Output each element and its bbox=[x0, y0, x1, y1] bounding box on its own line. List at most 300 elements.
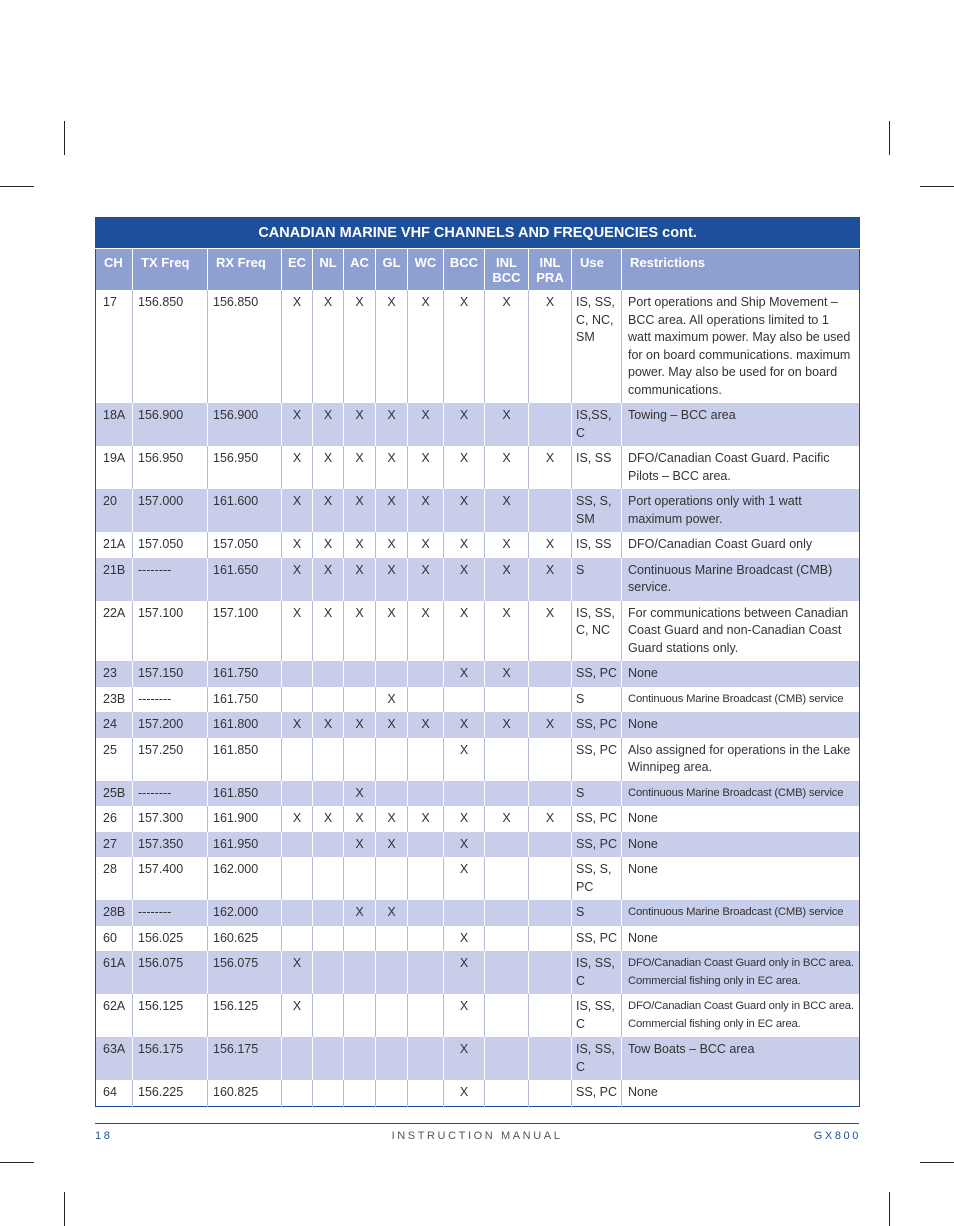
ac-cell bbox=[344, 1037, 376, 1080]
gl-cell: X bbox=[376, 712, 408, 738]
crop-mark bbox=[920, 1162, 954, 1163]
restrictions-cell: Port operations and Ship Movement – BCC area. All operations limited to 1 watt maximum power. May also be used for on board communications. maximum power. May also be used for on board communications. bbox=[622, 290, 860, 403]
tx-freq-cell: 157.400 bbox=[133, 857, 208, 900]
inl-pra-cell bbox=[529, 994, 572, 1037]
wc-cell bbox=[408, 857, 444, 900]
rx-freq-cell: 161.650 bbox=[208, 558, 282, 601]
channel-cell: 64 bbox=[103, 1085, 117, 1099]
restrictions-cell: Port operations only with 1 watt maximum power. bbox=[622, 489, 860, 532]
gl-cell bbox=[376, 1080, 408, 1106]
nl-cell bbox=[313, 738, 344, 781]
bcc-cell: X bbox=[444, 806, 485, 832]
wc-cell: X bbox=[408, 290, 444, 403]
restrictions-cell: Tow Boats – BCC area bbox=[622, 1037, 860, 1080]
use-cell: S bbox=[572, 687, 622, 713]
col-header-gl: GL bbox=[376, 249, 408, 291]
restrictions-cell: None bbox=[622, 1080, 860, 1106]
ec-cell: X bbox=[282, 403, 313, 446]
rx-freq-cell: 160.625 bbox=[208, 926, 282, 952]
tx-freq-cell: 156.075 bbox=[133, 951, 208, 994]
inl-bcc-cell bbox=[485, 738, 529, 781]
ec-cell bbox=[282, 661, 313, 687]
channel-table-wrapper bbox=[95, 217, 859, 1107]
tx-freq-cell: 157.050 bbox=[133, 532, 208, 558]
tx-freq-cell: 156.175 bbox=[133, 1037, 208, 1080]
restrictions-cell: None bbox=[622, 926, 860, 952]
tx-freq-cell: 156.025 bbox=[133, 926, 208, 952]
rx-freq-cell: 156.950 bbox=[208, 446, 282, 489]
bcc-cell: X bbox=[444, 1080, 485, 1106]
nl-cell: X bbox=[313, 290, 344, 403]
rx-freq-cell: 156.125 bbox=[208, 994, 282, 1037]
rx-freq-cell: 161.600 bbox=[208, 489, 282, 532]
tx-freq-cell: 157.150 bbox=[133, 661, 208, 687]
use-cell: SS, PC bbox=[572, 806, 622, 832]
manual-label: INSTRUCTION MANUAL bbox=[391, 1130, 563, 1142]
channel-cell: 23 bbox=[96, 661, 133, 687]
inl-pra-cell bbox=[529, 738, 572, 781]
table-row bbox=[96, 489, 860, 532]
inl-pra-cell bbox=[529, 951, 572, 994]
col-header-ch: CH bbox=[96, 249, 133, 291]
inl-bcc-cell bbox=[485, 900, 529, 926]
gl-cell: X bbox=[376, 489, 408, 532]
restrictions-cell: Continuous Marine Broadcast (CMB) service bbox=[622, 900, 860, 926]
table-row bbox=[96, 806, 860, 832]
inl-bcc-cell: X bbox=[485, 290, 529, 403]
inl-bcc-cell bbox=[485, 687, 529, 713]
inl-bcc-cell: X bbox=[485, 661, 529, 687]
rx-freq-cell: 157.100 bbox=[208, 601, 282, 662]
rx-freq-cell: 161.800 bbox=[208, 712, 282, 738]
inl-pra-cell bbox=[529, 926, 572, 952]
table-row bbox=[96, 857, 860, 900]
restrictions-cell: None bbox=[622, 832, 860, 858]
use-cell: IS,SS, C bbox=[572, 403, 622, 446]
inl-pra-cell bbox=[529, 687, 572, 713]
use-cell: SS, PC bbox=[572, 926, 622, 952]
col-header-nl: NL bbox=[313, 249, 344, 291]
ec-cell: X bbox=[282, 712, 313, 738]
crop-mark bbox=[0, 186, 34, 187]
wc-cell: X bbox=[408, 806, 444, 832]
inl-pra-cell: X bbox=[529, 806, 572, 832]
bcc-cell: X bbox=[444, 951, 485, 994]
wc-cell bbox=[408, 900, 444, 926]
channel-cell: 22A bbox=[103, 605, 126, 620]
ac-cell: X bbox=[344, 532, 376, 558]
ec-cell: X bbox=[282, 290, 313, 403]
inl-pra-cell bbox=[529, 900, 572, 926]
restrictions-cell: None bbox=[622, 712, 860, 738]
inl-pra-cell: X bbox=[529, 558, 572, 601]
tx-freq-cell: 156.900 bbox=[133, 403, 208, 446]
channel-cell: 19A bbox=[103, 451, 126, 465]
ec-cell bbox=[282, 687, 313, 713]
gl-cell bbox=[376, 951, 408, 994]
rx-freq-cell: 161.900 bbox=[208, 806, 282, 832]
table-row bbox=[96, 1037, 860, 1080]
tx-freq-cell: 157.350 bbox=[133, 832, 208, 858]
wc-cell bbox=[408, 1080, 444, 1106]
bcc-cell: X bbox=[444, 290, 485, 403]
gl-cell bbox=[376, 926, 408, 952]
rx-freq-cell: 156.175 bbox=[208, 1037, 282, 1080]
ac-cell: X bbox=[344, 446, 376, 489]
inl-pra-cell bbox=[529, 661, 572, 687]
channel-cell: 25 bbox=[103, 742, 117, 757]
tx-freq-cell: -------- bbox=[133, 781, 208, 807]
bcc-cell bbox=[444, 687, 485, 713]
gl-cell: X bbox=[376, 601, 408, 662]
channel-frequency-table bbox=[95, 217, 860, 1107]
bcc-cell bbox=[444, 781, 485, 807]
tx-freq-cell: -------- bbox=[133, 558, 208, 601]
nl-cell bbox=[313, 781, 344, 807]
restrictions-cell: DFO/Canadian Coast Guard only in BCC area. Commercial fishing only in EC area. bbox=[622, 951, 860, 994]
inl-bcc-cell: X bbox=[485, 532, 529, 558]
bcc-cell: X bbox=[444, 558, 485, 601]
header-row bbox=[96, 249, 860, 291]
nl-cell bbox=[313, 687, 344, 713]
tx-freq-cell: 157.300 bbox=[133, 806, 208, 832]
table-row bbox=[96, 738, 860, 781]
channel-cell: 61A bbox=[96, 951, 133, 994]
nl-cell: X bbox=[313, 489, 344, 532]
rx-freq-cell: 162.000 bbox=[208, 857, 282, 900]
use-cell: S bbox=[572, 900, 622, 926]
ec-cell: X bbox=[282, 446, 313, 489]
table-row bbox=[96, 532, 860, 558]
ec-cell: X bbox=[282, 489, 313, 532]
bcc-cell: X bbox=[444, 489, 485, 532]
inl-pra-cell: X bbox=[529, 532, 572, 558]
gl-cell bbox=[376, 781, 408, 807]
use-cell: SS, PC bbox=[572, 1080, 622, 1106]
gl-cell bbox=[376, 661, 408, 687]
use-cell: SS, S, PC bbox=[572, 857, 622, 900]
restrictions-cell: Continuous Marine Broadcast (CMB) service bbox=[622, 781, 860, 807]
channel-cell: 25B bbox=[96, 781, 133, 807]
table-row bbox=[96, 1080, 860, 1106]
crop-mark bbox=[0, 1162, 34, 1163]
inl-pra-cell: X bbox=[529, 290, 572, 403]
ac-cell bbox=[344, 687, 376, 713]
wc-cell bbox=[408, 687, 444, 713]
ac-cell: X bbox=[344, 712, 376, 738]
col-header-inl-pra bbox=[529, 249, 572, 291]
nl-cell bbox=[313, 926, 344, 952]
ec-cell: X bbox=[282, 806, 313, 832]
inl-pra-cell bbox=[529, 832, 572, 858]
table-row bbox=[96, 661, 860, 687]
tx-freq-cell: 156.950 bbox=[133, 446, 208, 489]
nl-cell bbox=[313, 661, 344, 687]
col-header-inl-bcc-line2: BCC bbox=[492, 270, 521, 285]
use-cell: IS, SS, C, NC, SM bbox=[572, 290, 622, 403]
gl-cell: X bbox=[376, 403, 408, 446]
channel-cell: 63A bbox=[96, 1037, 133, 1080]
restrictions-cell: Also assigned for operations in the Lake Winnipeg area. bbox=[622, 738, 860, 781]
inl-bcc-cell: X bbox=[485, 489, 529, 532]
ac-cell: X bbox=[344, 601, 376, 662]
inl-bcc-cell: X bbox=[485, 601, 529, 662]
wc-cell bbox=[408, 1037, 444, 1080]
nl-cell: X bbox=[313, 446, 344, 489]
crop-mark bbox=[889, 121, 890, 155]
ac-cell bbox=[344, 994, 376, 1037]
col-header-use: Use bbox=[572, 249, 622, 291]
tx-freq-cell: 157.200 bbox=[133, 712, 208, 738]
wc-cell bbox=[408, 781, 444, 807]
inl-pra-cell: X bbox=[529, 446, 572, 489]
nl-cell: X bbox=[313, 601, 344, 662]
inl-bcc-cell: X bbox=[485, 446, 529, 489]
tx-freq-cell: -------- bbox=[133, 687, 208, 713]
inl-bcc-cell bbox=[485, 781, 529, 807]
inl-pra-cell bbox=[529, 857, 572, 900]
use-cell: SS, PC bbox=[572, 738, 622, 781]
gl-cell bbox=[376, 994, 408, 1037]
wc-cell bbox=[408, 738, 444, 781]
inl-bcc-cell bbox=[485, 832, 529, 858]
bcc-cell: X bbox=[444, 601, 485, 662]
rx-freq-cell: 160.825 bbox=[208, 1080, 282, 1106]
channel-cell: 24 bbox=[96, 712, 133, 738]
use-cell: SS, S, SM bbox=[572, 489, 622, 532]
restrictions-cell: Continuous Marine Broadcast (CMB) service bbox=[622, 687, 860, 713]
gl-cell: X bbox=[376, 687, 408, 713]
ec-cell: X bbox=[282, 532, 313, 558]
gl-cell: X bbox=[376, 558, 408, 601]
channel-cell: 21A bbox=[103, 537, 126, 551]
use-cell: IS, SS bbox=[572, 446, 622, 489]
tx-freq-cell: 156.225 bbox=[133, 1080, 208, 1106]
nl-cell: X bbox=[313, 403, 344, 446]
inl-pra-cell bbox=[529, 403, 572, 446]
bcc-cell: X bbox=[444, 994, 485, 1037]
rx-freq-cell: 156.850 bbox=[208, 290, 282, 403]
table-row bbox=[96, 687, 860, 713]
inl-pra-cell bbox=[529, 1080, 572, 1106]
table-row bbox=[96, 601, 860, 662]
table-title: CANADIAN MARINE VHF CHANNELS AND FREQUENCIES cont. bbox=[96, 218, 860, 249]
restrictions-cell: DFO/Canadian Coast Guard only bbox=[622, 532, 860, 558]
restrictions-cell: None bbox=[622, 806, 860, 832]
restrictions-cell: Towing – BCC area bbox=[622, 403, 860, 446]
table-row bbox=[96, 403, 860, 446]
table-body bbox=[96, 290, 860, 1106]
inl-pra-cell: X bbox=[529, 712, 572, 738]
use-cell: IS, SS, C bbox=[572, 1037, 622, 1080]
wc-cell: X bbox=[408, 532, 444, 558]
ec-cell: X bbox=[282, 994, 313, 1037]
ac-cell bbox=[344, 951, 376, 994]
crop-mark bbox=[64, 1192, 65, 1226]
bcc-cell: X bbox=[444, 1037, 485, 1080]
inl-bcc-cell: X bbox=[485, 806, 529, 832]
col-header-inl-pra-line2: PRA bbox=[536, 270, 564, 285]
ac-cell: X bbox=[344, 403, 376, 446]
nl-cell: X bbox=[313, 558, 344, 601]
nl-cell: X bbox=[313, 712, 344, 738]
bcc-cell: X bbox=[444, 857, 485, 900]
use-cell: IS, SS, C bbox=[572, 951, 622, 994]
crop-mark bbox=[64, 121, 65, 155]
nl-cell bbox=[313, 1080, 344, 1106]
channel-cell: 17 bbox=[103, 295, 117, 309]
wc-cell bbox=[408, 951, 444, 994]
channel-cell: 23B bbox=[103, 691, 126, 706]
wc-cell: X bbox=[408, 712, 444, 738]
table-row bbox=[96, 951, 860, 994]
rx-freq-cell: 156.900 bbox=[208, 403, 282, 446]
gl-cell: X bbox=[376, 900, 408, 926]
rx-freq-cell: 162.000 bbox=[208, 900, 282, 926]
nl-cell bbox=[313, 1037, 344, 1080]
ec-cell: X bbox=[282, 601, 313, 662]
restrictions-cell: For communications between Canadian Coast Guard and non-Canadian Coast Guard stations only. bbox=[622, 601, 860, 662]
tx-freq-cell: 156.850 bbox=[133, 290, 208, 403]
table-row bbox=[96, 900, 860, 926]
rx-freq-cell: 161.850 bbox=[208, 781, 282, 807]
inl-bcc-cell bbox=[485, 926, 529, 952]
inl-bcc-cell: X bbox=[485, 403, 529, 446]
channel-cell: 20 bbox=[96, 489, 133, 532]
ec-cell bbox=[282, 1080, 313, 1106]
col-header-wc: WC bbox=[408, 249, 444, 291]
ec-cell bbox=[282, 738, 313, 781]
nl-cell bbox=[313, 994, 344, 1037]
restrictions-cell: None bbox=[622, 857, 860, 900]
bcc-cell: X bbox=[444, 712, 485, 738]
use-cell: SS, PC bbox=[572, 832, 622, 858]
wc-cell: X bbox=[408, 446, 444, 489]
crop-mark bbox=[920, 186, 954, 187]
channel-cell: 28 bbox=[103, 862, 117, 876]
gl-cell: X bbox=[376, 832, 408, 858]
gl-cell bbox=[376, 738, 408, 781]
nl-cell bbox=[313, 832, 344, 858]
table-row bbox=[96, 994, 860, 1037]
col-header-inl-bcc-line1: INL bbox=[496, 255, 517, 270]
wc-cell bbox=[408, 832, 444, 858]
ac-cell bbox=[344, 926, 376, 952]
ac-cell bbox=[344, 738, 376, 781]
bcc-cell: X bbox=[444, 832, 485, 858]
inl-bcc-cell bbox=[485, 951, 529, 994]
ac-cell: X bbox=[344, 900, 376, 926]
wc-cell: X bbox=[408, 403, 444, 446]
ac-cell: X bbox=[344, 832, 376, 858]
ac-cell bbox=[344, 661, 376, 687]
gl-cell: X bbox=[376, 532, 408, 558]
tx-freq-cell: 157.100 bbox=[133, 601, 208, 662]
inl-pra-cell bbox=[529, 489, 572, 532]
channel-cell: 62A bbox=[103, 999, 126, 1013]
ec-cell: X bbox=[282, 951, 313, 994]
restrictions-cell: None bbox=[622, 661, 860, 687]
table-row bbox=[96, 926, 860, 952]
use-cell: S bbox=[572, 558, 622, 601]
table-row bbox=[96, 290, 860, 403]
model-name: GX800 bbox=[813, 1130, 861, 1142]
use-cell: SS, PC bbox=[572, 712, 622, 738]
channel-cell: 18A bbox=[96, 403, 133, 446]
tx-freq-cell: 157.000 bbox=[133, 489, 208, 532]
nl-cell: X bbox=[313, 806, 344, 832]
rx-freq-cell: 161.750 bbox=[208, 687, 282, 713]
inl-pra-cell bbox=[529, 781, 572, 807]
tx-freq-cell: 156.125 bbox=[133, 994, 208, 1037]
use-cell: S bbox=[572, 781, 622, 807]
col-header-ec: EC bbox=[282, 249, 313, 291]
restrictions-cell: Continuous Marine Broadcast (CMB) service. bbox=[622, 558, 860, 601]
bcc-cell: X bbox=[444, 446, 485, 489]
ec-cell: X bbox=[282, 558, 313, 601]
ac-cell bbox=[344, 1080, 376, 1106]
bcc-cell bbox=[444, 900, 485, 926]
gl-cell bbox=[376, 857, 408, 900]
restrictions-cell: DFO/Canadian Coast Guard. Pacific Pilots – BCC area. bbox=[622, 446, 860, 489]
inl-bcc-cell bbox=[485, 1080, 529, 1106]
use-cell: IS, SS bbox=[572, 532, 622, 558]
ac-cell: X bbox=[344, 558, 376, 601]
tx-freq-cell: -------- bbox=[133, 900, 208, 926]
col-header-inl-bcc bbox=[485, 249, 529, 291]
tx-freq-cell: 157.250 bbox=[133, 738, 208, 781]
inl-pra-cell: X bbox=[529, 601, 572, 662]
bcc-cell: X bbox=[444, 738, 485, 781]
inl-bcc-cell: X bbox=[485, 712, 529, 738]
channel-cell: 26 bbox=[103, 811, 117, 825]
page-footer bbox=[95, 1123, 859, 1144]
gl-cell: X bbox=[376, 290, 408, 403]
table-row bbox=[96, 832, 860, 858]
table-row bbox=[96, 446, 860, 489]
crop-mark bbox=[889, 1192, 890, 1226]
ec-cell bbox=[282, 926, 313, 952]
table-row bbox=[96, 558, 860, 601]
ac-cell: X bbox=[344, 290, 376, 403]
nl-cell bbox=[313, 900, 344, 926]
col-header-restrictions: Restrictions bbox=[622, 249, 860, 291]
channel-cell: 28B bbox=[96, 900, 133, 926]
col-header-ac: AC bbox=[344, 249, 376, 291]
inl-bcc-cell bbox=[485, 857, 529, 900]
rx-freq-cell: 161.750 bbox=[208, 661, 282, 687]
col-header-tx-freq: TX Freq bbox=[133, 249, 208, 291]
wc-cell: X bbox=[408, 489, 444, 532]
restrictions-cell: DFO/Canadian Coast Guard only in BCC area. Commercial fishing only in EC area. bbox=[622, 994, 860, 1037]
ec-cell bbox=[282, 781, 313, 807]
bcc-cell: X bbox=[444, 532, 485, 558]
ec-cell bbox=[282, 1037, 313, 1080]
ac-cell: X bbox=[344, 489, 376, 532]
rx-freq-cell: 156.075 bbox=[208, 951, 282, 994]
rx-freq-cell: 161.850 bbox=[208, 738, 282, 781]
channel-cell: 27 bbox=[96, 832, 133, 858]
channel-cell: 60 bbox=[103, 930, 117, 945]
page-number: 18 bbox=[95, 1130, 113, 1142]
inl-pra-cell bbox=[529, 1037, 572, 1080]
use-cell: IS, SS, C, NC bbox=[572, 601, 622, 662]
col-header-rx-freq: RX Freq bbox=[208, 249, 282, 291]
inl-bcc-cell: X bbox=[485, 558, 529, 601]
col-header-inl-pra-line1: INL bbox=[539, 255, 561, 270]
ec-cell bbox=[282, 857, 313, 900]
bcc-cell: X bbox=[444, 403, 485, 446]
